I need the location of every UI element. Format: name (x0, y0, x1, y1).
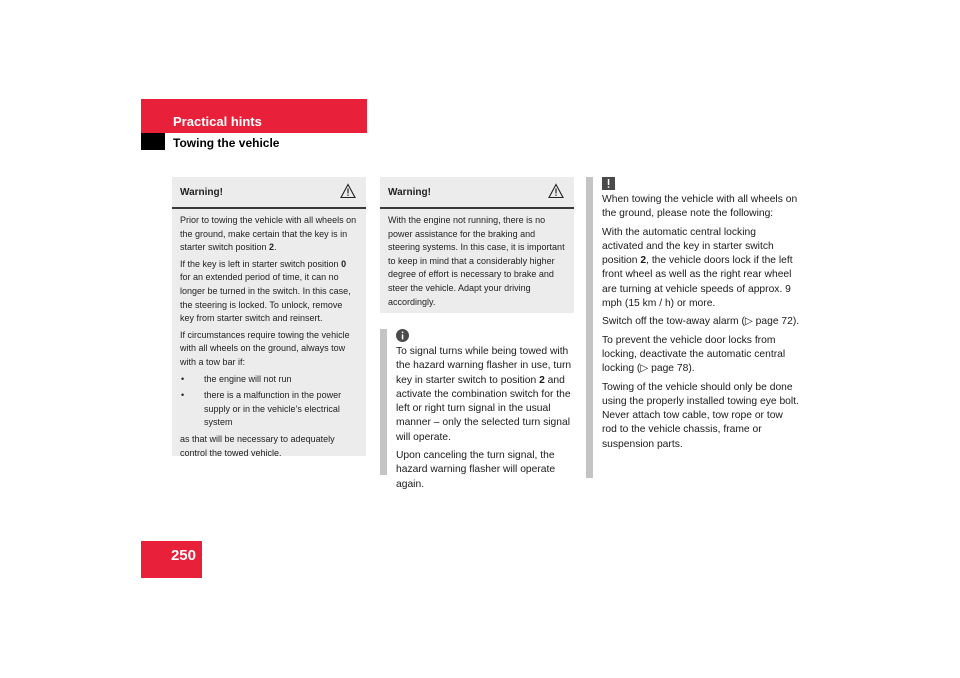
note-paragraph (602, 226, 800, 312)
warning-heading: Warning! (388, 187, 431, 198)
note-paragraph: To prevent the vehicle door locks from locking, deactivate the automatic central locking (▷ page 78). (602, 334, 786, 375)
note-paragraph: Switch off the tow-away alarm (▷ page 72). (602, 316, 800, 328)
warning-paragraph (180, 214, 358, 255)
page-number: 250 (170, 547, 196, 564)
page-number-block (141, 541, 202, 578)
list-item: • the engine will not run (180, 373, 358, 387)
section-header (141, 99, 367, 133)
warning-triangle-icon (340, 183, 356, 199)
text-run: To signal turns while being towed with the hazard warning flasher in use, turn key in starter switch to position (396, 346, 572, 386)
warning-paragraph: If circumstances require towing the vehicle with all wheels on the ground, always tow with a tow bar if: (180, 329, 350, 367)
info-icon (396, 329, 409, 342)
text-run: for an extended period of time, it can no longer be turned in the switch. In this case, the steering is locked. To unlock, remove key from starter switch and reinsert. (180, 272, 351, 324)
warning-box-middle (380, 177, 574, 313)
text-run: If the key is left in starter switch position (180, 258, 342, 269)
note-paragraph: Upon canceling the turn signal, the hazard warning flasher will operate again. (396, 450, 556, 490)
warning-body (380, 209, 574, 318)
switch-position: 2 (269, 242, 275, 253)
text-run: , the vehicle doors lock if the left front wheel as well as the right rear wheel are turning at vehicle speeds of approx. 9 mph (15 km / h) or more. (602, 255, 793, 310)
warning-triangle-icon (548, 183, 564, 199)
text-run: and activate the combination switch for the left or right turn signal in the usual manner – only the selected turn signal will operate. (396, 374, 571, 443)
info-note (380, 329, 579, 490)
exclamation-icon (602, 177, 615, 190)
section-title: Practical hints (173, 114, 262, 129)
warning-heading: Warning! (180, 187, 223, 198)
switch-position: 2 (539, 374, 545, 386)
note-paragraph: Towing of the vehicle should only be done using the properly installed towing eye bolt. Never attach tow cable, tow rope or tow rod to the vehicle chassis, frame or suspension parts. (602, 381, 799, 450)
text-run: With the automatic central locking activated and the key in starter switch position (602, 226, 774, 267)
caution-note (586, 177, 800, 478)
note-paragraph: When towing the vehicle with all wheels on the ground, please note the following: (602, 194, 798, 220)
warning-header (380, 177, 574, 209)
text-run: Prior to towing the vehicle with all wheels on the ground, make certain that the key is in starter switch position (180, 215, 357, 253)
warning-box-left (172, 177, 366, 456)
note-paragraph (396, 345, 579, 445)
warning-paragraph: as that will be necessary to adequately control the towed vehicle. (180, 433, 335, 458)
switch-position: 0 (341, 258, 347, 269)
switch-position: 2 (640, 255, 647, 267)
warning-paragraph (180, 258, 358, 326)
warning-header (172, 177, 366, 209)
subsection-title: Towing the vehicle (173, 136, 280, 150)
list-item: • there is a malfunction in the power supply or in the vehicle’s electrical system (180, 389, 358, 430)
text-run: . (274, 242, 277, 253)
warning-paragraph: With the engine not running, there is no power assistance for the braking and steering systems. In this case, it is important to keep in mind that a considerably higher degree of effort is necessary to brake and steer the vehicle. Adapt your driving accordingly. (388, 215, 565, 307)
warning-body (172, 209, 366, 469)
subsection-marker (141, 133, 165, 150)
